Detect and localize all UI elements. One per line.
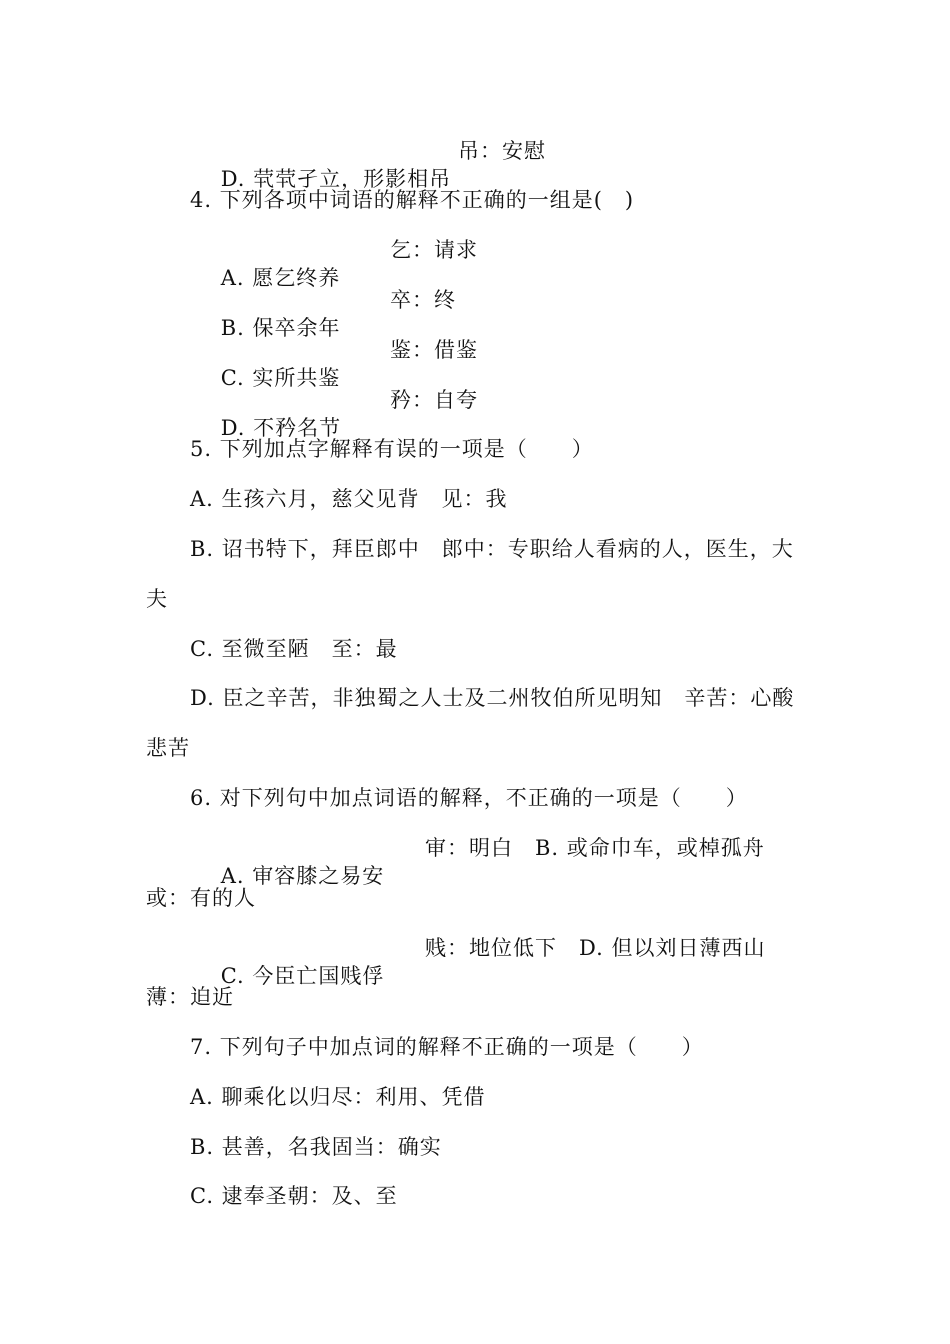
option-line-continued: 薄：迫近 <box>146 985 234 1009</box>
option-text: C. 实所共鉴 <box>220 366 341 390</box>
option-line-continued: 或：有的人 <box>146 886 256 910</box>
option-text: B. 保卒余年 <box>220 316 341 340</box>
option-gloss: 鉴：借鉴 <box>390 338 478 362</box>
option-gloss: 乞：请求 <box>390 238 478 262</box>
question-7: 7. 下列句子中加点词的解释不正确的一项是（ ） <box>190 1035 704 1059</box>
option-text: C. 今臣亡国贱俘 <box>220 964 385 988</box>
option-gloss: 吊：安慰 <box>458 139 546 163</box>
option-gloss: 矜：自夸 <box>390 388 478 412</box>
question-5: 5. 下列加点字解释有误的一项是（ ） <box>190 437 594 461</box>
option-line: B. 甚善，名我固当：确实 <box>190 1135 442 1159</box>
question-6: 6. 对下列句中加点词语的解释，不正确的一项是（ ） <box>190 786 748 810</box>
option-gloss: 卒：终 <box>390 288 456 312</box>
option-text: D. 不矜名节 <box>220 416 342 440</box>
option-gloss: 贱：地位低下 D. 但以刘日薄西山 <box>425 936 766 960</box>
option-text: A. 审容膝之易安 <box>220 864 385 888</box>
option-text: D. 茕茕孑立，形影相吊 <box>220 167 452 191</box>
option-line: D. 臣之辛苦，非独蜀之人士及二州牧伯所见明知 辛苦：心酸 <box>190 686 795 710</box>
question-4: 4. 下列各项中词语的解释不正确的一组是( ) <box>190 188 635 212</box>
option-line: B. 诏书特下，拜臣郎中 郎中：专职给人看病的人，医生，大 <box>190 537 794 561</box>
option-line-continued: 悲苦 <box>146 736 190 760</box>
option-line: A. 聊乘化以归尽：利用、凭借 <box>190 1085 486 1109</box>
option-gloss: 审：明白 B. 或命巾车，或棹孤舟 <box>425 836 765 860</box>
option-line: C. 逮奉圣朝：及、至 <box>190 1184 398 1208</box>
option-line: A. 生孩六月，慈父见背 见：我 <box>190 487 508 511</box>
option-line: C. 至微至陋 至：最 <box>190 637 398 661</box>
option-text: A. 愿乞终养 <box>220 266 341 290</box>
option-line-continued: 夫 <box>146 587 168 611</box>
